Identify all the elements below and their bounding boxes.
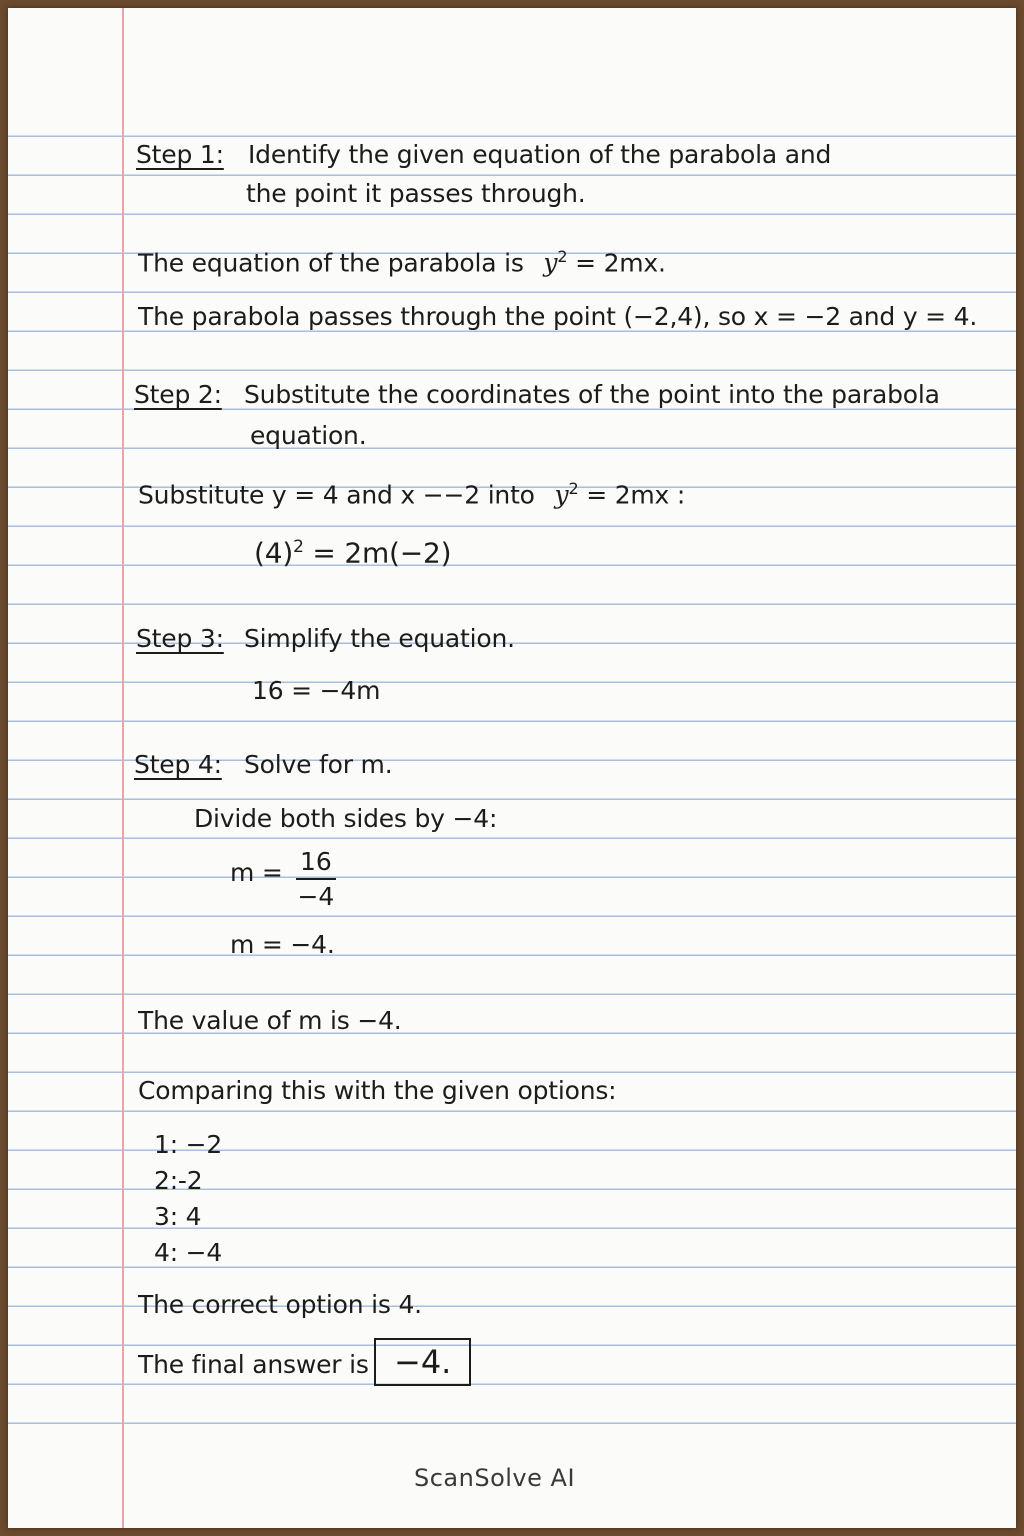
step3-title: Simplify the equation. [244, 624, 515, 653]
step4-title: Solve for m. [244, 750, 393, 779]
step2-substitute-text: Substitute y = 4 and x −−2 into [138, 480, 535, 510]
notebook-page [8, 8, 1016, 1528]
step1-title-line1: Identify the given equation of the parabola and [248, 140, 832, 169]
step1-eq-y: y [543, 248, 558, 278]
step2-eq-rest: = 2mx : [586, 480, 686, 510]
step1-equation-text: The equation of the parabola is [138, 248, 524, 278]
step1-label: Step 1: [136, 140, 224, 169]
step1-equation-line [138, 242, 666, 278]
value-line: The value of m is −4. [138, 1006, 402, 1035]
step2-substitute-line [138, 474, 685, 510]
step2-label: Step 2: [134, 380, 222, 409]
step1-title-line2: the point it passes through. [246, 179, 586, 208]
step4-label: Step 4: [134, 750, 222, 779]
fraction-numerator: 16 [296, 846, 336, 880]
correct-option-line: The correct option is 4. [138, 1290, 422, 1319]
step1-eq-rest: = 2mx. [575, 248, 666, 278]
step3-equation: 16 = −4m [252, 676, 381, 705]
step1-point-line: The parabola passes through the point (−2,4), so x = −2 and y = 4. [138, 302, 978, 331]
step4-result: m = −4. [230, 930, 335, 959]
option-4: 4: −4 [154, 1238, 223, 1267]
step1-eq-exponent: 2 [557, 247, 568, 266]
comparing-line: Comparing this with the given options: [138, 1076, 617, 1105]
step2-eq-y: y [554, 480, 569, 510]
step4-divide-text: Divide both sides by −4: [194, 804, 498, 833]
option-1: 1: −2 [154, 1130, 223, 1159]
option-2: 2:-2 [154, 1166, 203, 1195]
final-answer-box: −4. [374, 1338, 471, 1386]
step4-fraction [296, 846, 336, 914]
footer-brand: ScanSolve AI [414, 1464, 576, 1492]
step3-label: Step 3: [136, 624, 224, 653]
fraction-denominator: −4 [297, 882, 335, 911]
step2-eq-rhs: = 2m(−2) [312, 536, 452, 570]
option-3: 3: 4 [154, 1202, 202, 1231]
step2-eq-base: (4) [254, 536, 294, 570]
margin-line [122, 8, 124, 1528]
step2-substituted-equation [254, 532, 451, 568]
step4-m-equals: m = [230, 858, 283, 887]
final-answer-text: The final answer is [138, 1350, 369, 1379]
step2-title-line1: Substitute the coordinates of the point into the parabola [244, 380, 940, 409]
step2-eq-base-exponent: 2 [293, 537, 304, 557]
step2-eq-exponent: 2 [568, 479, 579, 498]
step2-title-line2: equation. [250, 421, 367, 450]
